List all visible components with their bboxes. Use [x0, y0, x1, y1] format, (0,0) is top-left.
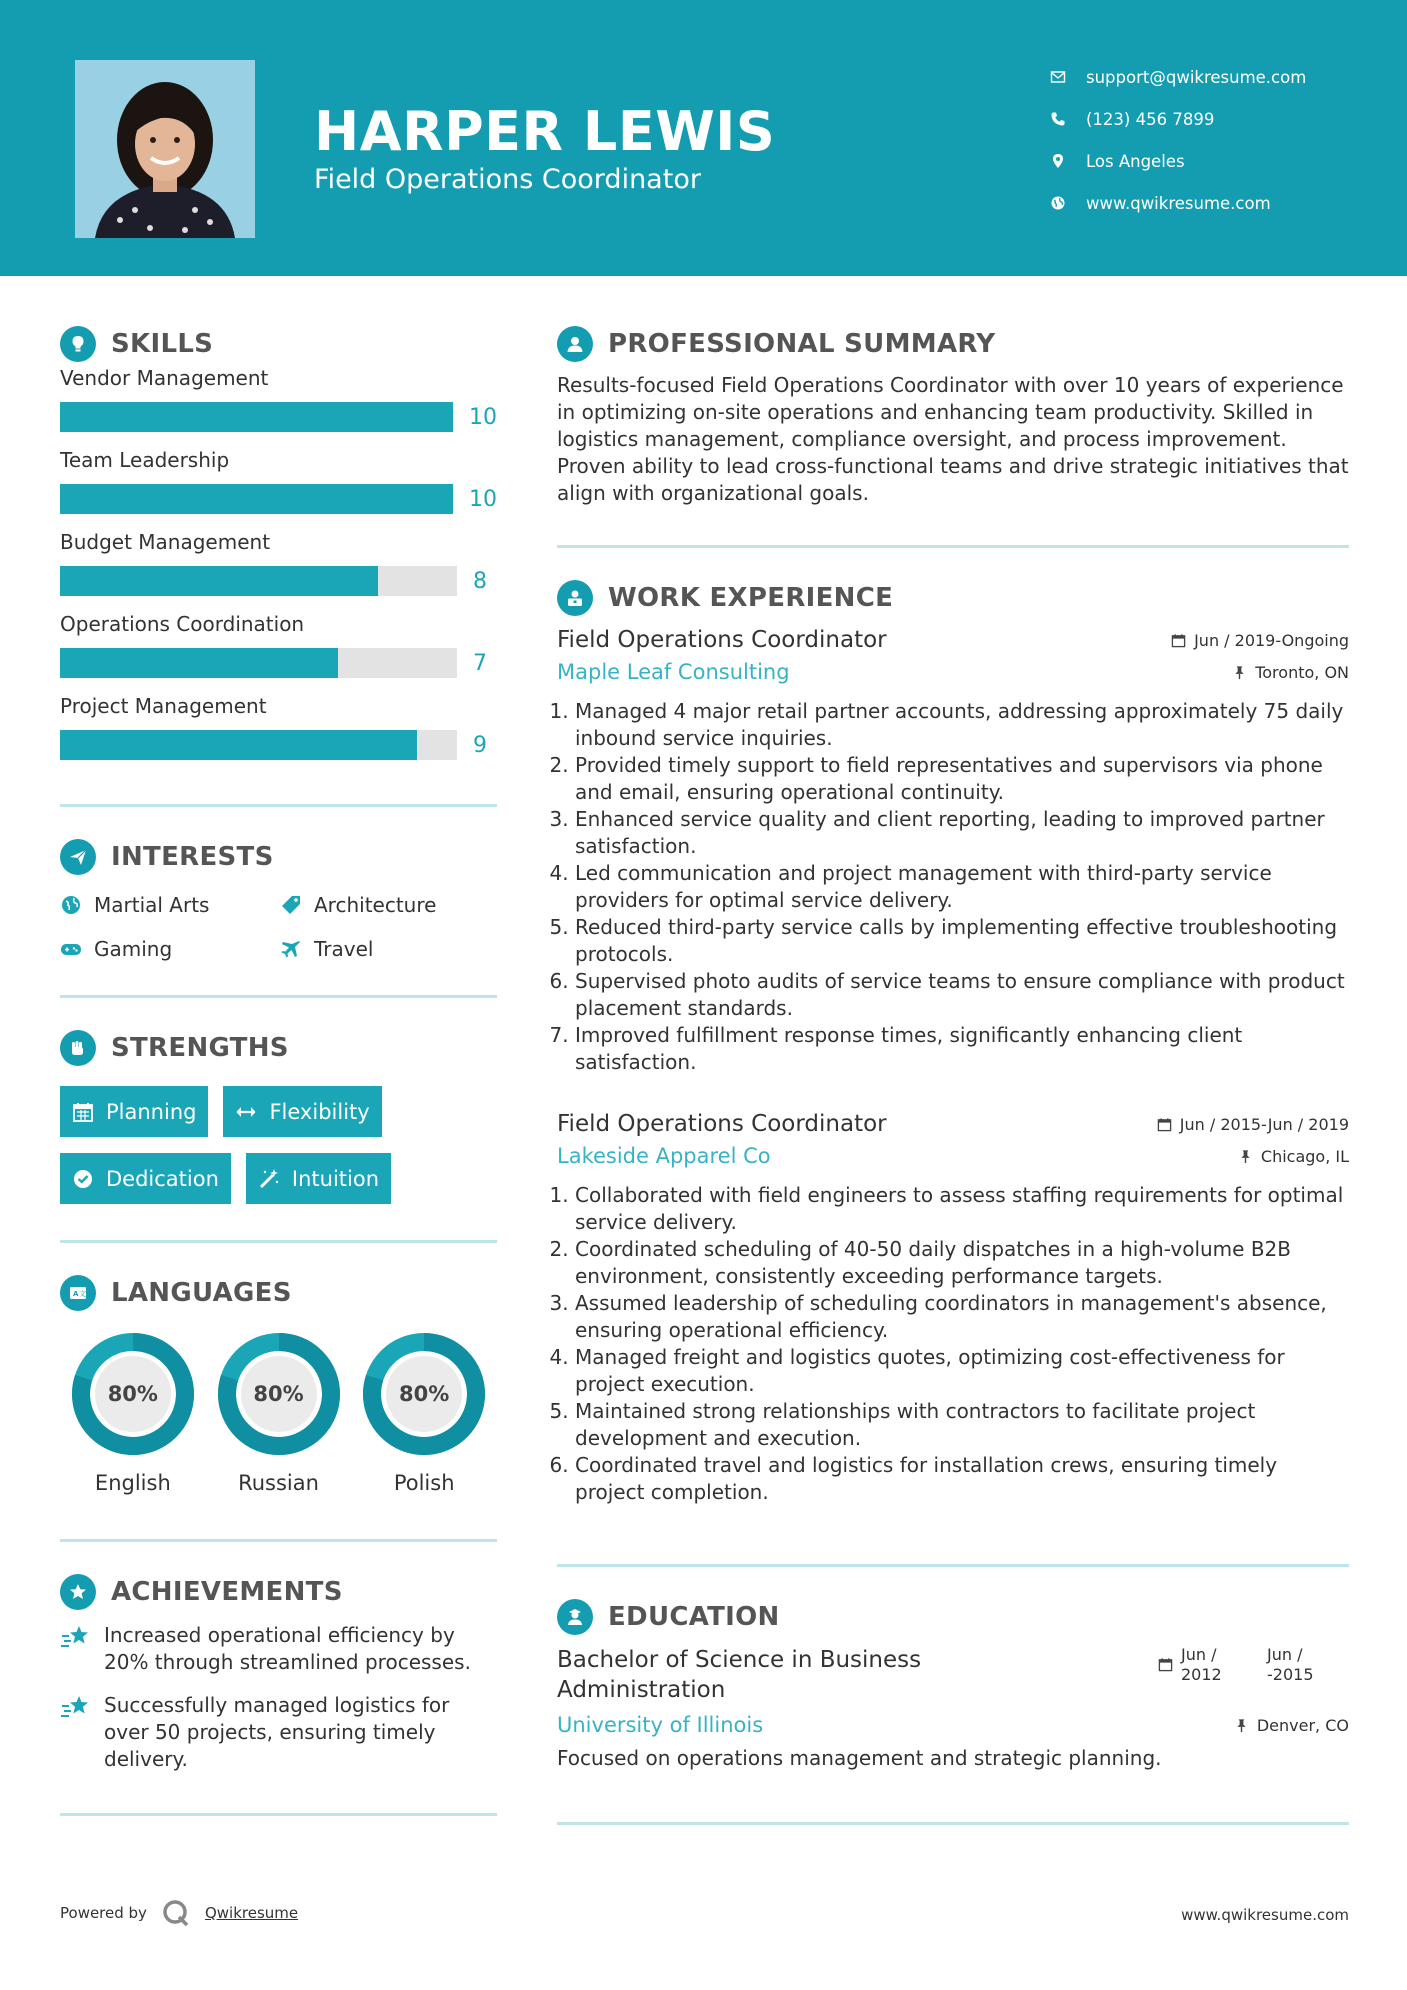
job-entry [557, 1108, 1349, 1506]
languages-heading [60, 1273, 497, 1313]
shooting-star-icon [60, 1694, 92, 1722]
calendar-icon [72, 1101, 94, 1123]
check-circle-icon [72, 1168, 94, 1190]
job-location [1238, 1140, 1349, 1172]
education-start-month: Jun / [1181, 1645, 1217, 1664]
job-bullet-list [557, 698, 1349, 1076]
interest-label: Travel [314, 937, 374, 961]
summary-title: PROFESSIONAL SUMMARY [608, 329, 996, 359]
left-column [60, 276, 497, 1816]
job-dates-text: Jun / 2019-Ongoing [1194, 630, 1349, 650]
interest-label: Gaming [94, 937, 173, 961]
pushpin-icon [1234, 1718, 1249, 1733]
interest-item [280, 893, 500, 917]
skill-value: 8 [473, 568, 487, 594]
job-bullet: 5. Maintained strong relationships with contractors to facilitate project development and execution. [575, 1398, 1349, 1452]
interests-list [60, 893, 497, 961]
job-bullet: 6. Supervised photo audits of service teams to ensure compliance with product placement standards. [575, 968, 1349, 1022]
job-subheader [557, 1140, 1349, 1172]
contact-phone-text: (123) 456 7899 [1086, 109, 1215, 129]
education-location-text: Denver, CO [1256, 1715, 1349, 1735]
contact-location-text: Los Angeles [1086, 151, 1185, 171]
job-dates [1171, 624, 1349, 656]
interest-item [280, 937, 500, 961]
section-divider [557, 1564, 1349, 1567]
education-title: EDUCATION [608, 1602, 780, 1632]
education-heading [557, 1597, 1349, 1637]
language-name: English [94, 1471, 171, 1495]
strengths-heading [60, 1028, 497, 1068]
degree-name: Bachelor of Science in Business Administration [557, 1647, 922, 1703]
shooting-star-icon [60, 1624, 92, 1652]
skill-bar-fill [60, 730, 417, 760]
languages-list [60, 1333, 497, 1495]
footer-website[interactable]: www.qwikresume.com [1181, 1906, 1349, 1924]
job-bullet: 4. Managed freight and logistics quotes, optimizing cost-effectiveness for project execution. [575, 1344, 1349, 1398]
skill-bar-fill [60, 648, 338, 678]
pushpin-icon [1232, 665, 1247, 680]
calendar-icon [1158, 1657, 1173, 1672]
section-divider [60, 995, 497, 998]
job-dates-text: Jun / 2015-Jun / 2019 [1179, 1114, 1349, 1134]
section-divider [60, 1813, 497, 1816]
skill-bar-track [60, 566, 457, 596]
skill-value: 10 [469, 404, 497, 430]
skill-name: Team Leadership [60, 448, 230, 472]
svg-text:文: 文 [79, 1290, 86, 1298]
globe-icon [60, 894, 82, 916]
skill-bar-row [60, 484, 497, 514]
education-location [1234, 1709, 1349, 1741]
job-bullet: 6. Coordinated travel and logistics for installation crews, ensuring timely project completion. [575, 1452, 1349, 1506]
section-divider [60, 1539, 497, 1542]
language-percent: 80% [107, 1382, 158, 1406]
interest-label: Martial Arts [94, 893, 210, 917]
svg-text:A: A [73, 1290, 79, 1298]
skill-bar-fill [60, 402, 453, 432]
skill-bar-fill [60, 484, 453, 514]
strength-label: Flexibility [269, 1099, 370, 1124]
magic-wand-icon [258, 1168, 280, 1190]
job-header [557, 624, 1349, 656]
skill-bar-row [60, 402, 497, 432]
strength-tag [223, 1086, 381, 1137]
right-column [557, 276, 1349, 1825]
education-end-year: -2015 [1267, 1665, 1314, 1684]
skills-heading [60, 324, 497, 364]
contact-website[interactable] [1050, 182, 1380, 224]
languages-title: LANGUAGES [111, 1278, 292, 1308]
envelope-icon [1050, 69, 1086, 85]
contact-website-text: www.qwikresume.com [1086, 193, 1271, 213]
skill-name: Budget Management [60, 530, 271, 554]
job-subheader [557, 656, 1349, 688]
section-divider [557, 545, 1349, 548]
phone-icon [1050, 111, 1086, 127]
education-entry [557, 1645, 1349, 1772]
skill-value: 10 [469, 486, 497, 512]
skill-bar-row [60, 648, 497, 678]
arrows-horizontal-icon [235, 1101, 257, 1123]
summary-heading [557, 324, 1349, 364]
skill-bar-row [60, 566, 497, 596]
strength-label: Intuition [291, 1166, 380, 1191]
job-location [1232, 656, 1349, 688]
lightbulb-icon [60, 326, 96, 362]
achievement-text: Increased operational efficiency by 20% through streamlined processes. [104, 1623, 471, 1674]
skills-list [60, 366, 497, 760]
job-title: Field Operations Coordinator [557, 1111, 887, 1137]
graduate-icon [557, 1599, 593, 1635]
job-header [557, 1108, 1349, 1140]
profile-photo [75, 60, 255, 238]
strength-tag [60, 1086, 208, 1137]
job-bullet-list [557, 1182, 1349, 1506]
skill-value: 9 [473, 732, 487, 758]
skill-bar-track [60, 648, 457, 678]
strengths-list [60, 1086, 460, 1204]
strength-label: Dedication [106, 1166, 219, 1191]
interests-heading [60, 837, 497, 877]
school-name: University of Illinois [557, 1713, 764, 1737]
language-percent: 80% [399, 1382, 450, 1406]
section-divider [557, 1822, 1349, 1825]
job-title: Field Operations Coordinator [557, 627, 887, 653]
brand-link[interactable]: Qwikresume [204, 1904, 299, 1922]
education-header [557, 1645, 1349, 1705]
language-donut [218, 1333, 340, 1455]
job-bullet: 2. Provided timely support to field representatives and supervisors via phone and email, ensuring operational continuity. [575, 752, 1349, 806]
globe-icon [1050, 195, 1086, 211]
skill-bar-track [60, 484, 453, 514]
language-item [60, 1333, 206, 1495]
job-bullet: 5. Reduced third-party service calls by implementing effective troubleshooting protocols. [575, 914, 1349, 968]
briefcase-user-icon [557, 580, 593, 616]
skill-name: Operations Coordination [60, 612, 305, 636]
language-donut [72, 1333, 194, 1455]
achievement-item [60, 1622, 497, 1676]
job-dates [1157, 1108, 1349, 1140]
education-dates [1158, 1645, 1349, 1685]
job-bullet: 3. Enhanced service quality and client reporting, leading to improved partner satisfaction. [575, 806, 1349, 860]
interest-item [60, 893, 280, 917]
job-location-text: Chicago, IL [1260, 1146, 1349, 1166]
experience-title: WORK EXPERIENCE [608, 583, 894, 613]
calendar-icon [1171, 633, 1186, 648]
education-end-month: Jun / [1267, 1645, 1303, 1664]
skill-bar-track [60, 730, 457, 760]
job-bullet: 2. Coordinated scheduling of 40-50 daily dispatches in a high-volume B2B environment, consistently exceeding performance targets. [575, 1236, 1349, 1290]
candidate-role: Field Operations Coordinator [314, 164, 701, 195]
contact-phone[interactable] [1050, 98, 1380, 140]
job-bullet: 7. Improved fulfillment response times, significantly enhancing client satisfaction. [575, 1022, 1349, 1076]
skill-name: Project Management [60, 694, 267, 718]
job-location-text: Toronto, ON [1255, 662, 1349, 682]
section-divider [60, 804, 497, 807]
job-bullet: 1. Collaborated with field engineers to assess staffing requirements for optimal service delivery. [575, 1182, 1349, 1236]
job-bullet: 3. Assumed leadership of scheduling coordinators in management's absence, ensuring operational efficiency. [575, 1290, 1349, 1344]
user-icon [557, 326, 593, 362]
language-item [206, 1333, 352, 1495]
experience-heading [557, 578, 1349, 618]
contact-email[interactable] [1050, 56, 1380, 98]
plane-icon [280, 938, 302, 960]
summary-text: Results-focused Field Operations Coordinator with over 10 years of experience in optimizing on-site operations and enhancing team productivity. Skilled in logistics management, compliance oversight, and process improvement. Proven ability to lead cross-functional teams and drive strategic initiatives that align with organizational goals. [557, 373, 1349, 505]
skill-name: Vendor Management [60, 366, 269, 390]
skill-bar-fill [60, 566, 378, 596]
language-donut [363, 1333, 485, 1455]
company-name: Maple Leaf Consulting [557, 660, 790, 684]
star-badge-icon [60, 1574, 96, 1610]
language-icon [60, 1275, 96, 1311]
calendar-icon [1157, 1117, 1172, 1132]
skills-title: SKILLS [111, 329, 214, 359]
interests-title: INTERESTS [111, 842, 274, 872]
contact-list [1050, 56, 1380, 224]
achievements-list [60, 1622, 497, 1773]
company-name: Lakeside Apparel Co [557, 1144, 771, 1168]
skill-bar-track [60, 402, 453, 432]
footer-powered-by [60, 1898, 298, 1928]
gamepad-icon [60, 938, 82, 960]
job-bullet: 1. Managed 4 major retail partner accounts, addressing approximately 75 daily inbound service inquiries. [575, 698, 1349, 752]
pushpin-icon [1238, 1149, 1253, 1164]
tag-icon [280, 894, 302, 916]
language-percent: 80% [253, 1382, 304, 1406]
skill-value: 7 [473, 650, 487, 676]
strength-tag [60, 1153, 231, 1204]
education-subheader [557, 1709, 1349, 1741]
strength-tag [246, 1153, 391, 1204]
interest-item [60, 937, 280, 961]
language-name: Polish [393, 1471, 455, 1495]
strengths-title: STRENGTHS [111, 1033, 289, 1063]
job-entry [557, 624, 1349, 1076]
candidate-name: HARPER LEWIS [314, 100, 776, 163]
resume-header [0, 0, 1407, 276]
map-pin-icon [1050, 153, 1086, 169]
achievement-item [60, 1692, 497, 1773]
contact-location [1050, 140, 1380, 182]
achievements-title: ACHIEVEMENTS [111, 1577, 343, 1607]
achievement-text: Successfully managed logistics for over 50 projects, ensuring timely delivery. [104, 1693, 450, 1771]
section-divider [60, 1240, 497, 1243]
education-end [1267, 1645, 1349, 1685]
qwikresume-logo-icon [161, 1898, 191, 1928]
skill-bar-row [60, 730, 497, 760]
education-start [1181, 1645, 1267, 1685]
language-name: Russian [238, 1471, 319, 1495]
achievements-heading [60, 1572, 497, 1612]
job-bullet: 4. Led communication and project management with third-party service providers for optimal service delivery. [575, 860, 1349, 914]
interest-label: Architecture [314, 893, 437, 917]
education-description: Focused on operations management and strategic planning. [557, 1746, 1162, 1770]
contact-email-text: support@qwikresume.com [1086, 67, 1307, 87]
paper-plane-icon [60, 839, 96, 875]
powered-by-text: Powered by [60, 1904, 147, 1922]
language-item [351, 1333, 497, 1495]
fist-icon [60, 1030, 96, 1066]
strength-label: Planning [106, 1099, 197, 1124]
education-start-year: 2012 [1181, 1665, 1222, 1684]
